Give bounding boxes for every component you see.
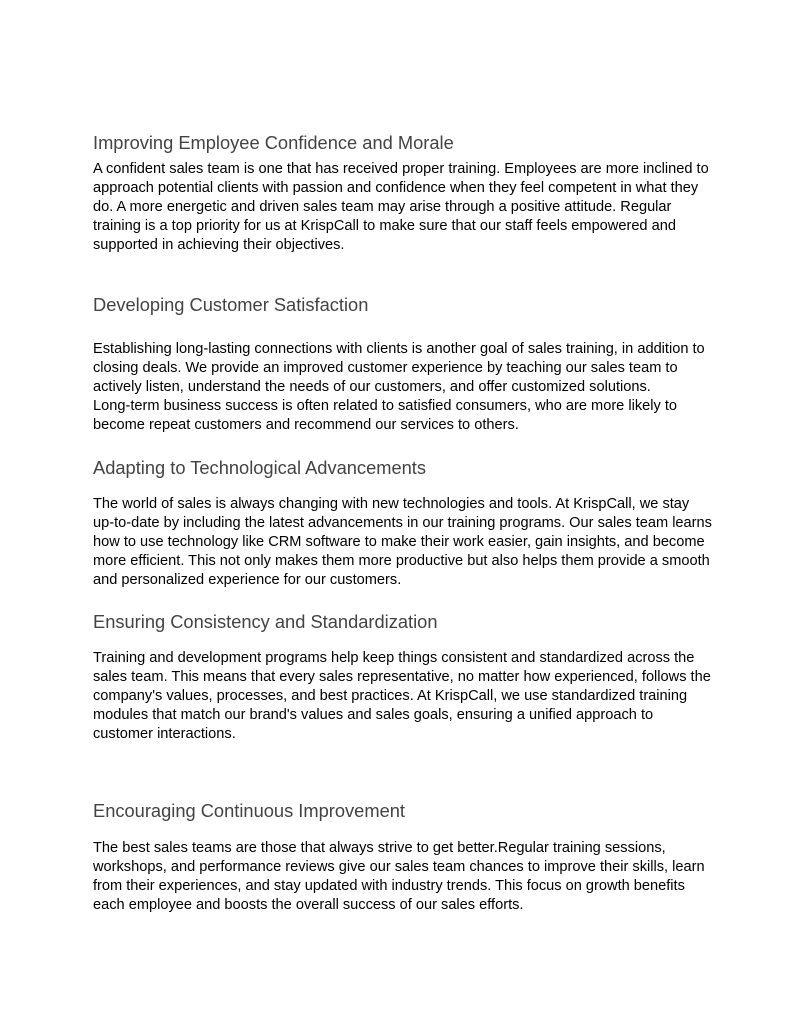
section-paragraph (93, 649, 711, 744)
section-paragraph (93, 340, 703, 435)
paragraph-line: from their experiences, and stay updated with industry trends. This focus on growth benefits (93, 878, 685, 894)
section-customer-satisfaction (93, 294, 703, 435)
paragraph-line: A confident sales team is one that has received proper training. Employees are more inclined to (93, 161, 709, 177)
paragraph-line: and personalized experience for our customers. (93, 572, 402, 588)
section-heading: Improving Employee Confidence and Morale (93, 132, 454, 153)
paragraph-line: more efficient. This not only makes them more productive but also helps them provide a smooth (93, 553, 710, 569)
paragraph-line: closing deals. We provide an improved customer experience by teaching our sales team to (93, 360, 678, 376)
paragraph-line: up-to-date by including the latest advancements in our training programs. Our sales team learns (93, 515, 712, 531)
paragraph-line: how to use technology like CRM software to make their work easier, gain insights, and become (93, 534, 705, 550)
section-heading: Ensuring Consistency and Standardization (93, 611, 438, 632)
section-consistency-standardization (93, 611, 711, 744)
paragraph-line: sales team. This means that every sales representative, no matter how experienced, follows the (93, 669, 711, 685)
paragraph-line: supported in achieving their objectives. (93, 237, 345, 253)
section-continuous-improvement (93, 800, 703, 915)
paragraph-line: actively listen, understand the needs of our customers, and offer customized solutions. (93, 379, 651, 395)
paragraph-line: training is a top priority for us at KrispCall to make sure that our staff feels empowered and (93, 218, 676, 234)
section-heading: Developing Customer Satisfaction (93, 294, 369, 315)
section-technological-advancements (93, 457, 712, 590)
paragraph-line: workshops, and performance reviews give our sales team chances to improve their skills, learn (93, 859, 705, 875)
paragraph-line: Long-term business success is often related to satisfied consumers, who are more likely to (93, 398, 678, 414)
paragraph-line: do. A more energetic and driven sales team may arise through a positive attitude. Regular (93, 199, 672, 215)
section-paragraph (93, 839, 703, 915)
paragraph-line: approach potential clients with passion and confidence when they feel competent in what they (93, 180, 699, 196)
section-paragraph (93, 495, 712, 590)
section-heading: Adapting to Technological Advancements (93, 457, 427, 478)
paragraph-line: become repeat customers and recommend our services to others. (93, 417, 519, 433)
paragraph-line: Training and development programs help keep things consistent and standardized across the (93, 650, 695, 666)
paragraph-line: customer interactions. (93, 726, 236, 742)
paragraph-line: each employee and boosts the overall success of our sales efforts. (93, 897, 524, 913)
section-paragraph (93, 160, 709, 255)
section-heading: Encouraging Continuous Improvement (93, 800, 405, 821)
section-employee-confidence (93, 132, 709, 255)
paragraph-line: company's values, processes, and best practices. At KrispCall, we use standardized training (93, 688, 688, 704)
paragraph-line: Establishing long-lasting connections with clients is another goal of sales training, in addition to (93, 341, 705, 357)
paragraph-line: modules that match our brand's values and sales goals, ensuring a unified approach to (93, 707, 654, 723)
paragraph-line: The world of sales is always changing with new technologies and tools. At KrispCall, we stay (93, 496, 690, 512)
paragraph-line: The best sales teams are those that always strive to get better.Regular training sessions, (93, 840, 666, 856)
